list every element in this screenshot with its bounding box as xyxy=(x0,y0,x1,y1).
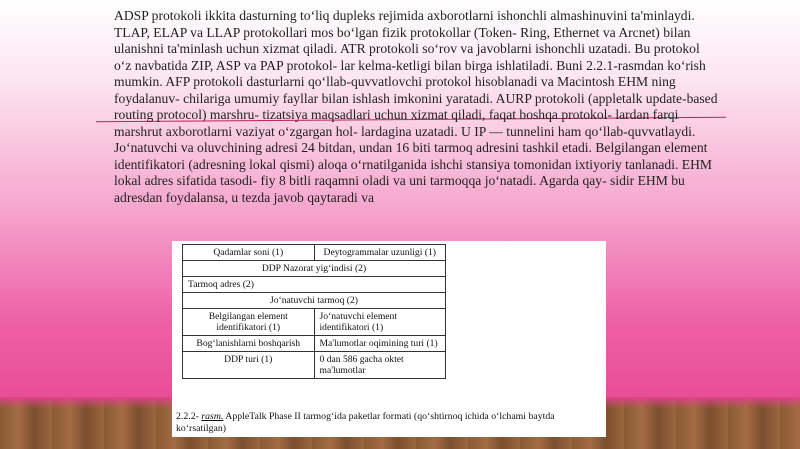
document-body xyxy=(114,8,720,206)
table-row xyxy=(183,293,446,309)
packet-format-figure xyxy=(172,241,606,437)
table-row xyxy=(183,261,446,277)
table-row xyxy=(183,309,446,336)
caption-reference: rasm. xyxy=(201,411,224,422)
caption-number: 2.2.2- xyxy=(176,411,199,422)
table-cell: Jo‘natuvchi tarmoq (2) xyxy=(183,293,446,309)
paragraph-1: ADSP protokoli ikkita dasturning to‘liq dupleks rejimida axborotlarni ishonchli almashinuvini ta'minlaydi. TLAP, ELAP va LLAP protokollari mos bo‘lgan fizik protokollar (Token- Ring, Ethernet va Arcnet) bilan ulanishni ta'minlash uchun xizmat qiladi. ATR protokoli so‘rov va javoblarni ishonchli uzatadi. Bu protokol o‘z navbatida ZIP, ASP va PAP protokol- lar kelma-ketligi bilan birga ishlatiladi. Buni 2.2.1-rasmdan ko‘rish mumkin. AFP protokoli dasturlarni qo‘llab-quvvatlovchi protokol hisoblanadi va Macintosh EHM ning foydalanuv- chilariga umumiy fayllar bilan ishlash imkonini yaratadi. AURP protokoli (appletalk update-based routing protocol) marshru- tizatsiya maqsadlari uchun xizmat qiladi, faqat boshqa protokol- lardan farqi marshrut axborotlarni vaziyat o‘zgargan hol- lardagina uzatadi. U IP — tunnelini ham qo‘llab-quvvatlaydi. xyxy=(114,8,718,139)
table-cell: Jo‘natuvchi element identifikatori (1) xyxy=(314,309,446,336)
ddp-packet-table xyxy=(182,244,446,379)
table-row xyxy=(183,352,446,379)
caption-text: AppleTalk Phase II tarmog‘ida paketlar formati (qo‘shtirnoq ichida o‘lchami baytda ko‘rsatilgan) xyxy=(176,411,555,434)
table-cell: 0 dan 586 gacha oktet ma'lumotlar xyxy=(314,352,446,379)
table-cell: DDP turi (1) xyxy=(183,352,315,379)
figure-caption xyxy=(176,411,600,435)
paragraph-2: Jo‘natuvchi va oluvchining adresi 24 bitdan, undan 16 biti tarmoq adresini tashkil etadi. Belgilangan element identifikatori (adresning lokal qismi) aloqa o‘rnatilganida ishchi stansiya tomonidan ixtiyoriy tanlanadi. EHM lokal adres sifatida tasodi- fiy 8 bitli raqamni oladi va uni tarmoqqa jo‘natadi. Agarda qay- sidir EHM bu adresdan foydalansa, u tezda javob qaytaradi va xyxy=(114,140,712,205)
table-cell: Ma'lumotlar oqimining turi (1) xyxy=(314,336,446,352)
table-cell: Belgilangan element identifikatori (1) xyxy=(183,309,315,336)
table-cell: Deytogrammalar uzunligi (1) xyxy=(314,245,446,261)
table-cell: DDP Nazorat yig‘indisi (2) xyxy=(183,261,446,277)
table-row xyxy=(183,245,446,261)
table-row xyxy=(183,277,446,293)
table-cell: Tarmoq adres (2) xyxy=(183,277,446,293)
table-cell: Bog‘lanishlarni boshqarish xyxy=(183,336,315,352)
table-cell: Qadamlar soni (1) xyxy=(183,245,315,261)
table-row xyxy=(183,336,446,352)
